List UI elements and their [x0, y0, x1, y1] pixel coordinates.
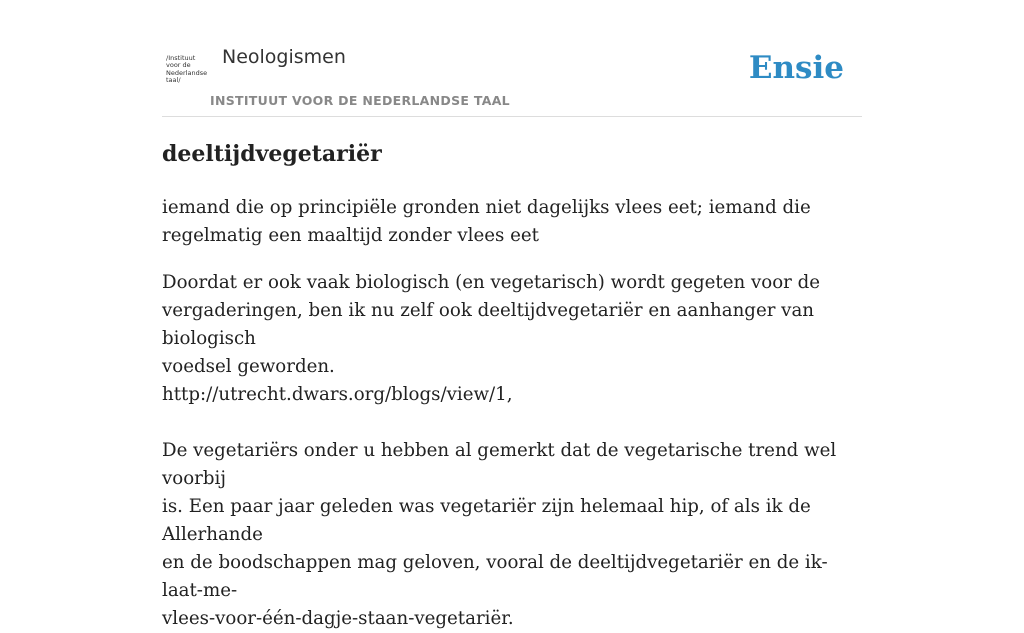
- definition-line: regelmatig een maaltijd zonder vlees eet: [162, 225, 539, 246]
- logo-text-line: taal/: [166, 76, 181, 85]
- example-line: vlees-voor-één-dagje-staan-vegetariër.: [162, 608, 514, 629]
- paragraph-spacer: [162, 409, 862, 437]
- ensie-brand-link[interactable]: Ensie: [748, 50, 844, 86]
- example-line: De vegetariërs onder u hebben al gemerkt dat de vegetarische trend wel voorbij: [162, 440, 837, 489]
- example-line: vergaderingen, ben ik nu zelf ook deeltijdvegetariër en aanhanger van biologisch: [162, 300, 815, 349]
- entry-definition: [162, 194, 862, 250]
- logo-text-line: voor de: [166, 61, 191, 70]
- site-title[interactable]: Neologismen: [222, 46, 346, 68]
- entry-headword: deeltijdvegetariër: [162, 141, 382, 167]
- logo-text-line: /Instituut: [166, 54, 196, 62]
- example-line: is. Een paar jaar geleden was vegetariër zijn helemaal hip, of als ik de Allerhande: [162, 496, 811, 545]
- institute-logo[interactable]: [166, 55, 208, 89]
- example-line: voedsel geworden.: [162, 356, 335, 377]
- page: [162, 0, 862, 629]
- definition-line: iemand die op principiële gronden niet dagelijks vlees eet; iemand die: [162, 197, 811, 218]
- header: [162, 0, 862, 117]
- example-line: en de boodschappen mag geloven, vooral de deeltijdvegetariër en de ik-laat-me-: [162, 552, 828, 601]
- logo-text-line: Nederlandse: [166, 68, 208, 77]
- site-subtitle: INSTITUUT VOOR DE NEDERLANDSE TAAL: [210, 93, 510, 108]
- example-source-link[interactable]: http://utrecht.dwars.org/blogs/view/1,: [162, 384, 513, 405]
- entry-content: [162, 138, 862, 633]
- example-line: Doordat er ook vaak biologisch (en vegetarisch) wordt gegeten voor de: [162, 272, 821, 293]
- entry-example: [162, 269, 862, 633]
